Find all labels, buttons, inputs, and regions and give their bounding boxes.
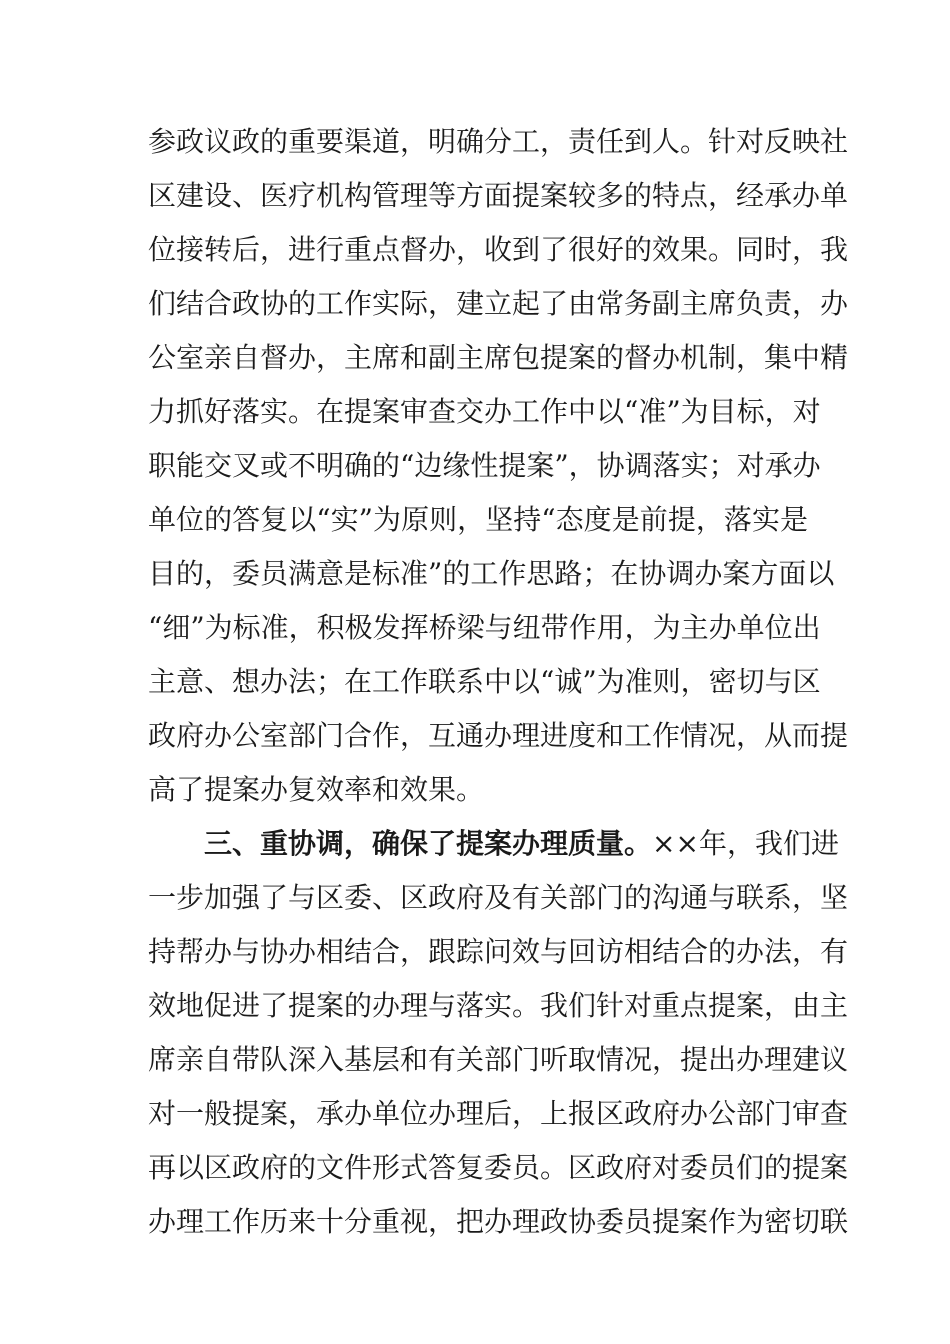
- paragraph-line: 再以区政府的文件形式答复委员。区政府对委员们的提案: [148, 1151, 849, 1184]
- section-heading: 三、重协调，确保了提案办理质量。: [204, 827, 653, 860]
- section-heading-rest: ××年，我们进: [652, 827, 839, 860]
- paragraph-line: 政府办公室部门合作，互通办理进度和工作情况，从而提: [148, 719, 849, 752]
- paragraph-line: 单位的答复以“实”为原则，坚持“态度是前提，落实是: [148, 503, 808, 536]
- paragraph-line: 对一般提案，承办单位办理后，上报区政府办公部门审查: [148, 1097, 849, 1130]
- paragraph-line: 公室亲自督办，主席和副主席包提案的督办机制，集中精: [148, 341, 849, 374]
- paragraph-line: 参政议政的重要渠道，明确分工，责任到人。针对反映社: [148, 125, 849, 158]
- paragraph-line: 效地促进了提案的办理与落实。我们针对重点提案，由主: [148, 989, 849, 1022]
- section-heading-line: [204, 824, 839, 864]
- paragraph-line: 目的，委员满意是标准”的工作思路；在协调办案方面以: [148, 557, 835, 590]
- paragraph-line: 主意、想办法；在工作联系中以“诚”为准则，密切与区: [148, 665, 821, 698]
- paragraph-line: “细”为标准，积极发挥桥梁与纽带作用，为主办单位出: [148, 611, 821, 644]
- paragraph-line: 办理工作历来十分重视，把办理政协委员提案作为密切联: [148, 1205, 849, 1238]
- paragraph-line: 一步加强了与区委、区政府及有关部门的沟通与联系，坚: [148, 881, 849, 914]
- paragraph-line: 位接转后，进行重点督办，收到了很好的效果。同时，我: [148, 233, 849, 266]
- paragraph-line: 区建设、医疗机构管理等方面提案较多的特点，经承办单: [148, 179, 849, 212]
- paragraph-line: 席亲自带队深入基层和有关部门听取情况，提出办理建议: [148, 1043, 849, 1076]
- paragraph-line: 们结合政协的工作实际，建立起了由常务副主席负责，办: [148, 287, 849, 320]
- paragraph-line: 力抓好落实。在提案审查交办工作中以“准”为目标，对: [148, 395, 821, 428]
- paragraph-line: 职能交叉或不明确的“边缘性提案”，协调落实；对承办: [148, 449, 821, 482]
- paragraph-line: 持帮办与协办相结合，跟踪问效与回访相结合的办法，有: [148, 935, 849, 968]
- paragraph-line: 高了提案办复效率和效果。: [148, 773, 485, 806]
